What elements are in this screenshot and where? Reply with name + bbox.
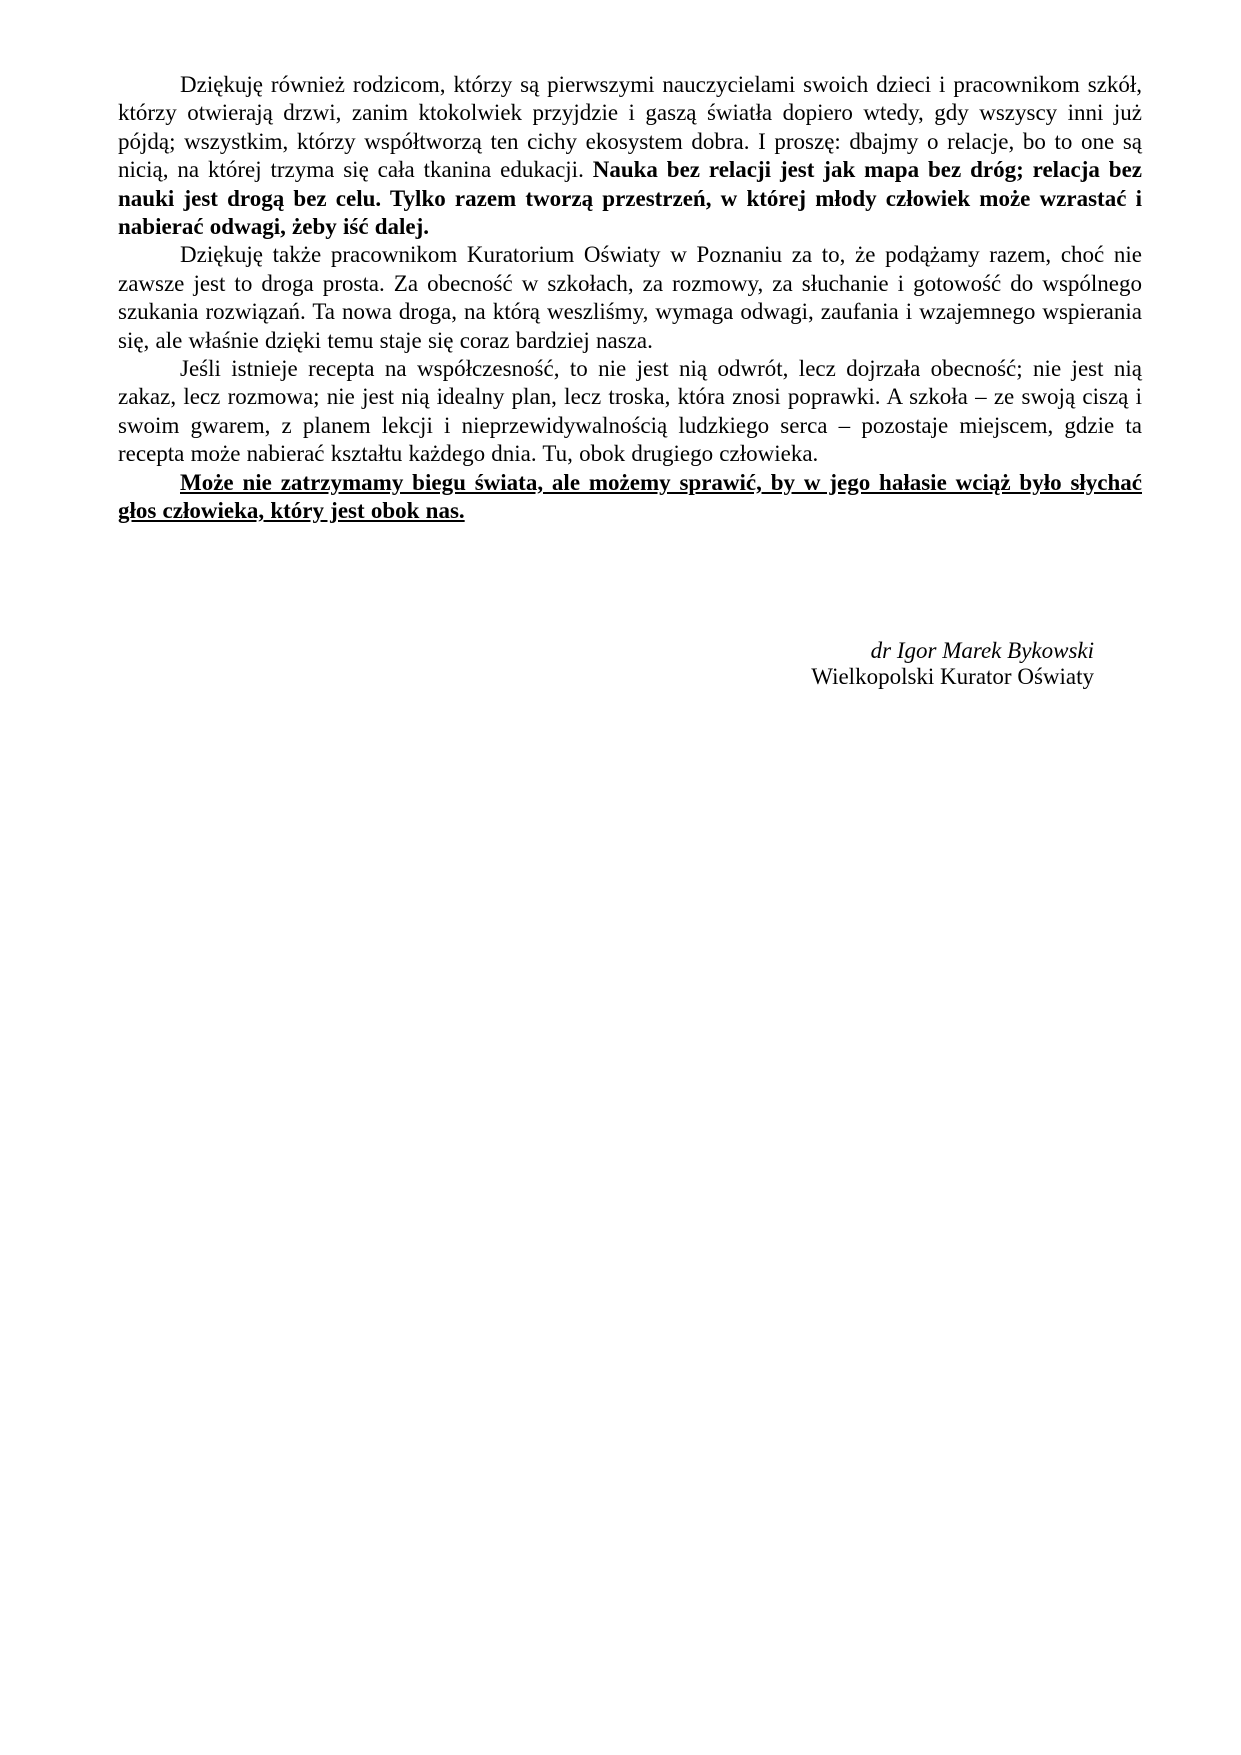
signature-block [118,638,1142,691]
text-run-bold-underline: Może nie zatrzymamy biegu świata, ale możemy sprawić, by w jego hałasie wciąż było słychać głos człowieka, który jest obok nas. [118,469,1142,524]
text-run-normal: Dziękuję także pracownikom Kuratorium Oświaty w Poznaniu za to, że podążamy razem, choć nie zawsze jest to droga prosta. Za obecność w szkołach, za rozmowy, za słuchanie i gotowość do wspólnego szukania rozwiązań. Ta nowa droga, na którą weszliśmy, wymaga odwagi, zaufania i wzajemnego wspierania się, ale właśnie dzięki temu staje się coraz bardziej nasza. [118,242,1142,353]
text-run-bold: Nauka bez relacji jest jak mapa bez dróg; relacja bez nauki jest drogą bez celu. Tylko razem tworzą przestrzeń, w której młody człowiek może wzrastać i nabierać odwagi, żeby iść dalej. [118,157,1143,240]
signature-title: Wielkopolski Kurator Oświaty [811,664,1094,689]
paragraph-1 [118,71,1142,241]
text-run-normal: Jeśli istnieje recepta na współczesność, to nie jest nią odwrót, lecz dojrzała obecność; nie jest nią zakaz, lecz rozmowa; nie jest nią idealny plan, lecz troska, która znosi poprawki. A szkoła – ze swoją ciszą i swoim gwarem, z planem lekcji i nieprzewidywalnością ludzkiego serca – pozostaje miejscem, gdzie ta recepta może nabierać kształtu każdego dnia. Tu, obok drugiego człowieka. [118,356,1142,467]
letter-body [118,71,1142,526]
text-run-normal: Dziękuję również rodzicom, którzy są pierwszymi nauczycielami swoich dzieci i pracownikom szkół, którzy otwierają drzwi, zanim ktokolwiek przyjdzie i gaszą światła dopiero wtedy, gdy wszyscy inni już pójdą; wszystkim, którzy współtworzą ten cichy ekosystem dobra. I proszę: dbajmy o relacje, bo to one są nicią, na której trzyma się cała tkanina edukacji. [118,72,1142,183]
paragraph-2 [118,241,1142,355]
paragraph-4 [118,469,1142,526]
paragraph-3 [118,355,1142,469]
signature-name: dr Igor Marek Bykowski [870,637,1094,663]
